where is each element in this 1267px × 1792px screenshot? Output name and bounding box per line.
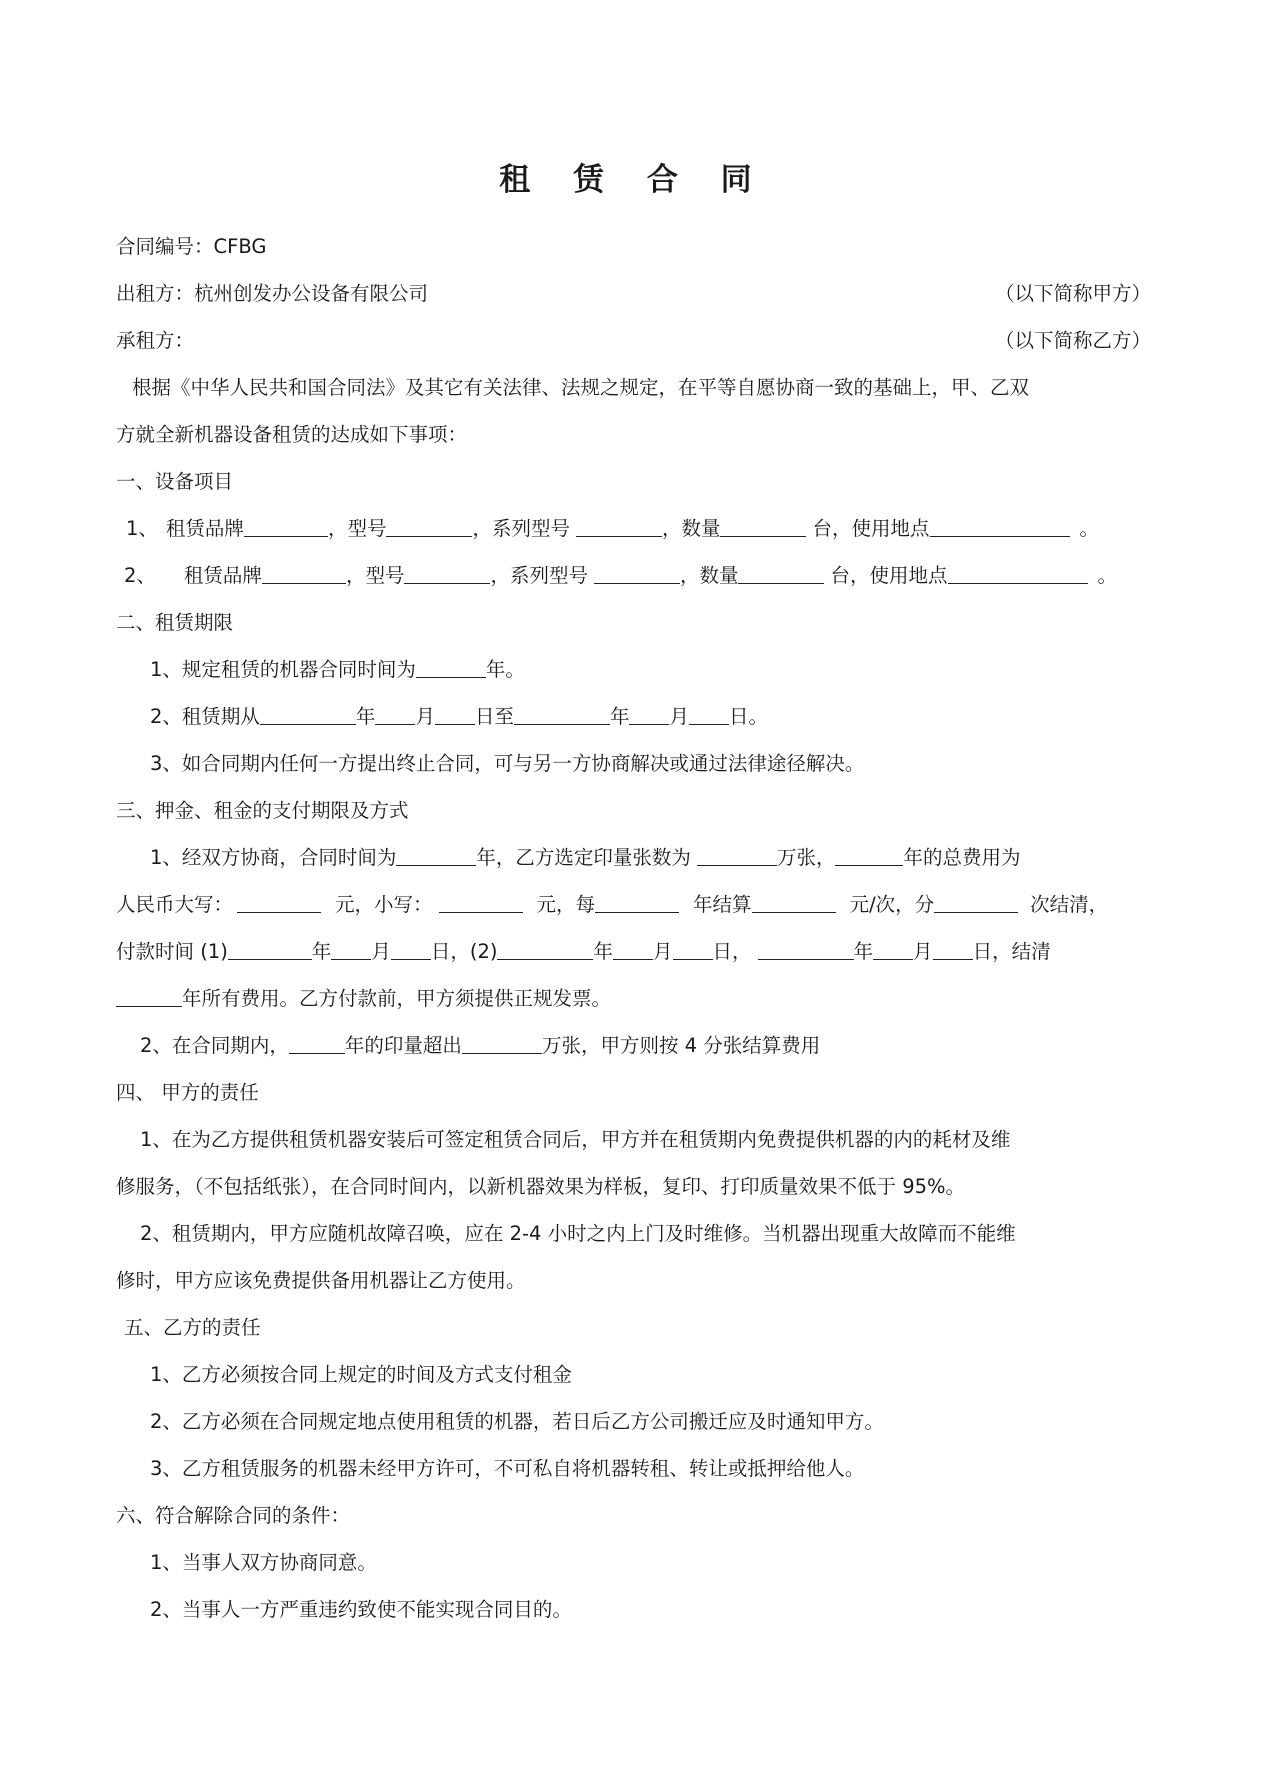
text-segment: 付款时间 (1)	[116, 940, 228, 963]
text-segment: 月	[415, 705, 435, 728]
lessor-duty-2a: 2、租赁期内，甲方应随机故障召唤，应在 2-4 小时之内上门及时维修。当机器出现重大故障而不能维	[140, 1222, 1016, 1245]
text-segment: 日。	[729, 705, 769, 728]
fill-in-blank	[116, 984, 182, 1007]
text-segment: 日，(2)	[430, 940, 498, 963]
blank-location-1	[930, 514, 1070, 537]
section-2-heading: 二、租赁期限	[116, 611, 234, 634]
fill-in-blank	[462, 1031, 542, 1054]
text-segment: 万张，	[776, 846, 836, 869]
lessor-duty-2b: 修时，甲方应该免费提供备用机器让乙方使用。	[116, 1269, 526, 1292]
text-segment: 年	[311, 940, 332, 963]
text-segment: 年所有费用。乙方付款前，甲方须提供正规发票。	[182, 987, 612, 1010]
text-segment: 元，小写：	[335, 893, 433, 916]
fill-in-blank	[595, 890, 679, 913]
lessee-duty-2: 2、乙方必须在合同规定地点使用租赁的机器，若日后乙方公司搬迁应及时通知甲方。	[150, 1410, 884, 1433]
text-segment: 1、经双方协商，合同时间为	[150, 846, 397, 869]
text-segment: 日至	[474, 705, 514, 728]
payment-line-5	[116, 1031, 1175, 1061]
payment-line-2	[116, 890, 1151, 920]
blank-qty-2	[738, 561, 824, 584]
section-6-heading: 六、符合解除合同的条件：	[116, 1504, 351, 1527]
text-segment: 万张，甲方则按 4 分张结算费用	[541, 1034, 821, 1057]
text-segment: 1、规定租赁的机器合同时间为	[150, 658, 416, 681]
fill-in-blank	[613, 937, 653, 960]
fill-in-blank	[237, 890, 321, 913]
termination-item-2: 2、当事人一方严重违约致使不能实现合同目的。	[150, 1598, 572, 1621]
lessor-duty-1b: 修服务，（不包括纸张），在合同时间内，以新机器效果为样板，复印、打印质量效果不低于 95%。	[116, 1175, 966, 1198]
text-segment: 租赁品牌	[165, 517, 244, 540]
text-segment: 元/次，分	[849, 893, 935, 916]
blank-location-2	[948, 561, 1088, 584]
text-segment: 年	[853, 940, 874, 963]
text-segment: 日，	[712, 940, 752, 963]
fill-in-blank	[289, 1031, 345, 1054]
fill-in-blank	[835, 843, 903, 866]
payment-line-3	[116, 937, 1151, 967]
lessee-note: （以下简称乙方）	[994, 329, 1151, 352]
text-segment: 年的印量超出	[344, 1034, 462, 1057]
text-segment: 2、	[124, 564, 156, 587]
text-segment: ，系列型号	[472, 517, 570, 540]
lessee-name: 承租方：	[116, 329, 195, 352]
term-item-3: 3、如合同期内任何一方提出终止合同，可与另一方协商解决或通过法律途径解决。	[150, 752, 865, 775]
text-segment: 月	[653, 940, 673, 963]
section-5-heading: 五、乙方的责任	[124, 1316, 261, 1339]
text-segment: 月	[669, 705, 689, 728]
fill-in-blank	[934, 890, 1018, 913]
text-segment: ，数量	[661, 517, 721, 540]
blank-model-1	[386, 514, 472, 537]
text-segment: 月	[913, 940, 933, 963]
fill-in-blank	[514, 702, 610, 725]
fill-in-blank	[629, 702, 669, 725]
text-segment: 月	[371, 940, 391, 963]
fill-in-blank	[375, 702, 415, 725]
fill-in-blank	[435, 702, 475, 725]
text-segment: ，数量	[679, 564, 739, 587]
text-segment: 年	[609, 705, 630, 728]
payment-line-1	[116, 843, 1185, 873]
fill-in-blank	[752, 890, 836, 913]
lessor-line	[116, 279, 1151, 309]
fill-in-blank	[673, 937, 713, 960]
fill-in-blank	[416, 655, 486, 678]
blank-model-2	[404, 561, 490, 584]
text-segment: 元，每	[536, 893, 596, 916]
text-segment: 年的总费用为	[903, 846, 1021, 869]
text-segment: 台，使用地点	[812, 517, 930, 540]
blank-series-2	[594, 561, 680, 584]
blank-qty-1	[720, 514, 806, 537]
lessee-duty-3: 3、乙方租赁服务的机器未经甲方许可，不可私自将机器转租、转让或抵押给他人。	[150, 1457, 865, 1480]
text-segment: ，型号	[345, 564, 405, 587]
fill-in-blank	[758, 937, 854, 960]
fill-in-blank	[396, 843, 476, 866]
section-3-heading: 三、押金、租金的支付期限及方式	[116, 799, 409, 822]
lessee-duty-1: 1、乙方必须按合同上规定的时间及方式支付租金	[150, 1363, 572, 1386]
text-segment: 1、	[126, 517, 158, 540]
contract-number	[116, 232, 1151, 262]
lessee-line	[116, 326, 1151, 356]
text-segment: 2、租赁期从	[150, 705, 260, 728]
payment-line-4	[116, 984, 1151, 1014]
term-item-1	[116, 655, 1185, 685]
text-segment: 台，使用地点	[830, 564, 948, 587]
text-segment: ，系列型号	[490, 564, 588, 587]
text-segment: 合同编号：CFBG	[116, 235, 267, 258]
fill-in-blank	[260, 702, 356, 725]
text-segment: 年	[355, 705, 376, 728]
text-segment: 。	[1097, 564, 1118, 587]
section-4-heading: 四、 甲方的责任	[116, 1081, 259, 1104]
fill-in-blank	[228, 937, 312, 960]
fill-in-blank	[391, 937, 431, 960]
text-segment: 年，乙方选定印量张数为	[476, 846, 691, 869]
lessor-name: 出租方：杭州创发办公设备有限公司	[116, 282, 429, 305]
text-segment: ，型号	[327, 517, 387, 540]
text-segment: 。	[1079, 517, 1100, 540]
section-1-heading: 一、设备项目	[116, 470, 234, 493]
intro-line-2: 方就全新机器设备租赁的达成如下事项：	[116, 423, 468, 446]
fill-in-blank	[439, 890, 523, 913]
fill-in-blank	[331, 937, 371, 960]
equipment-row-1	[116, 514, 1161, 544]
text-segment: 2、在合同期内，	[140, 1034, 289, 1057]
fill-in-blank	[697, 843, 777, 866]
lessor-duty-1a: 1、在为乙方提供租赁机器安装后可签定租赁合同后，甲方并在租赁期内免费提供机器的内的耗材及维	[140, 1128, 1011, 1151]
fill-in-blank	[689, 702, 729, 725]
text-segment: 人民币大写：	[116, 893, 234, 916]
term-item-2	[116, 702, 1185, 732]
termination-item-1: 1、当事人双方协商同意。	[150, 1551, 377, 1574]
lessor-note: （以下简称甲方）	[994, 282, 1151, 305]
text-segment: 日，结清	[972, 940, 1051, 963]
text-segment: 年。	[485, 658, 525, 681]
fill-in-blank	[933, 937, 973, 960]
text-segment: 年结算	[693, 893, 752, 916]
blank-series-1	[576, 514, 662, 537]
blank-brand-2	[262, 561, 346, 584]
fill-in-blank	[873, 937, 913, 960]
blank-brand-1	[244, 514, 328, 537]
page-title: 租 赁 合 同	[499, 162, 768, 198]
text-segment: 次结清，	[1030, 893, 1109, 916]
equipment-row-2	[116, 561, 1159, 591]
fill-in-blank	[497, 937, 593, 960]
text-segment: 租赁品牌	[183, 564, 262, 587]
text-segment: 年	[593, 940, 613, 963]
intro-line-1: 根据《中华人民共和国合同法》及其它有关法律、法规之规定，在平等自愿协商一致的基础上，甲、乙双	[132, 376, 1030, 399]
